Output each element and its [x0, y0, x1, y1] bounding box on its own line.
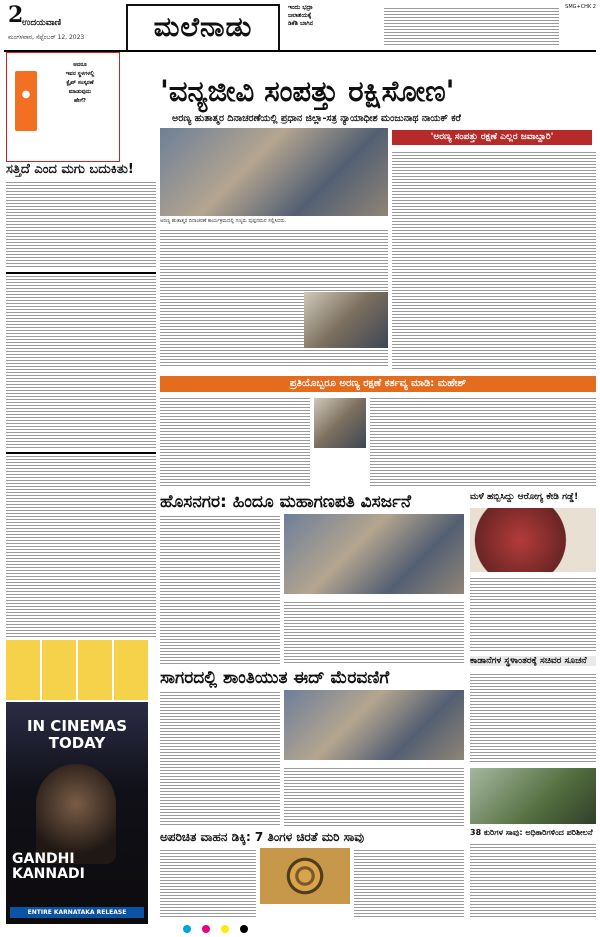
officials-photo [304, 292, 388, 348]
movie-advert [6, 702, 148, 924]
paper-name: ಉದಯವಾಣಿ [22, 18, 62, 28]
yellow-mark [221, 925, 229, 933]
sagar-photo [284, 690, 464, 760]
movie-release-banner: ENTIRE KARNATAKA RELEASE [10, 907, 144, 918]
advert-line: ಹೇಗೆ? [73, 98, 86, 104]
sagar-headline: ಸಾಗರದಲ್ಲಿ ಶಾಂತಿಯುತ ಈದ್ ಮೆರವಣಿಗೆ [160, 668, 390, 688]
sheep-body [470, 842, 596, 918]
page-number: 2 [8, 2, 24, 28]
movie-line-1: IN CINEMAS [26, 717, 128, 735]
secondary-body-right [370, 396, 596, 486]
advert-line: ಕ್ಲೈಪ್ ಸಂಸ್ಕರಣೆ [66, 80, 94, 86]
leopard-photo [260, 848, 350, 904]
sponsor-grid [6, 640, 148, 700]
left-advert [6, 52, 120, 162]
rain-headline: ಮಳೆ ಹಬ್ಬಿಸಿದ್ದು ಆರೋಗ್ಯ ಕೇಡಿ ಗಡ್ಡೆ! [470, 492, 579, 502]
sagar-body [160, 690, 280, 826]
promo-line: ಜಲಾಶಯಕ್ಕೆ [288, 12, 312, 19]
secondary-body-left [160, 396, 310, 486]
leopard-body-2 [354, 848, 464, 918]
main-photo-caption: ಅರಣ್ಯ ಹುತಾತ್ಮರ ದಿನಾಚರಣೆ ಕಾರ್ಯಕ್ರಮದಲ್ಲಿ ಗಣ್ಯರು ಪುಷ್ಪನಮನ ಸಲ್ಲಿಸಿದರು. [160, 218, 287, 224]
hosanagar-photo [284, 514, 464, 594]
sheep-headline: 38 ಕುರಿಗಳ ಸಾವು: ಅಧಿಕಾರಿಗಳಿಂದ ಪರಿಶೀಲನೆ [470, 828, 593, 837]
elephant-body [470, 672, 596, 764]
movie-line-2: TODAY [48, 734, 106, 752]
rain-photo [470, 508, 596, 572]
advert-line: ಆದರೂ [73, 62, 87, 68]
edition-masthead: ಮಲೆನಾಡು [126, 4, 280, 52]
main-headline: 'ವನ್ಯಜೀವಿ ಸಂಪತ್ತು ರಕ್ಷಿಸೋಣ' [160, 74, 455, 108]
main-story-sidebar-text [392, 150, 596, 370]
speaker-portrait [314, 398, 366, 448]
rain-body [470, 576, 596, 652]
hosanagar-body [160, 514, 280, 664]
advert-caption [47, 61, 113, 106]
promo-line: ಡಿಕೆಶಿ ಬಾಗಿನ [288, 20, 313, 27]
left-story-body [6, 180, 156, 268]
movie-title: GANDHI KANNADI [12, 851, 85, 882]
sheep-photo [470, 768, 596, 824]
brand-logo-mark: ● [21, 89, 31, 100]
main-photo [160, 128, 388, 216]
date-line: ಮಂಗಳವಾರ, ಸೆಪ್ಟೆಂಬರ್ 12, 2023 [8, 34, 85, 41]
hosanagar-body-2 [284, 600, 464, 664]
black-mark [240, 925, 248, 933]
quote-bar: 'ಅರಣ್ಯ ಸಂಪತ್ತು ರಕ್ಷಣೆ ಎಲ್ಲರ ಜವಾಬ್ದಾರಿ' [392, 130, 592, 145]
elephant-headline: ಕಾಡಾನೆಗಳ ಸ್ಥಳಾಂತರಕ್ಕೆ ಸಚಿವರ ಸೂಚನೆ [470, 656, 596, 666]
edition-code: SMG+CHK 2 [565, 4, 596, 10]
actor-image [36, 764, 116, 864]
brand-logo [15, 71, 37, 131]
hosanagar-headline: ಹೊಸನಗರ: ಹಿಂದೂ ಮಹಾಗಣಪತಿ ವಿಸರ್ಜನೆ [160, 492, 412, 512]
public-notice-1 [6, 272, 156, 450]
cyan-mark [183, 925, 191, 933]
promo-text [384, 6, 559, 46]
magenta-mark [202, 925, 210, 933]
public-notice-2 [6, 452, 156, 638]
movie-cinemas-text [6, 718, 148, 752]
leopard-headline: ಅಪರಿಚಿತ ವಾಹನ ಡಿಕ್ಕಿ: 7 ತಿಂಗಳ ಚಿರತೆ ಮರಿ ಸಾವು [160, 830, 365, 844]
left-story-headline: ಸತ್ತಿದೆ ಎಂದ ಮಗು ಬದುಕಿತು! [6, 162, 134, 177]
promo-line: ಇಂದು ಭದ್ರಾ [288, 4, 313, 11]
advert-line: ಮಾಡುವುದು [68, 89, 92, 95]
secondary-bar: ಪ್ರತಿಯೊಬ್ಬರೂ ಅರಣ್ಯ ರಕ್ಷಣೆ ಕರ್ತವ್ಯ ಮಾಡಿ: ಮಹೇಶ್ [160, 376, 596, 392]
main-subhead: ಅರಣ್ಯ ಹುತಾತ್ಮರ ದಿನಾಚರಣೆಯಲ್ಲಿ ಪ್ರಧಾನ ಜಿಲ್ಲಾ-ಸತ್ರ ನ್ಯಾಯಾಧೀಶ ಮಂಜುನಾಥ ನಾಯಕ್ ಕರೆ [172, 113, 461, 124]
leopard-body [160, 848, 256, 918]
sagar-body-2 [284, 766, 464, 826]
advert-line: ಇವರ ಸ್ಥಳಗಳಲ್ಲಿ [65, 71, 95, 77]
